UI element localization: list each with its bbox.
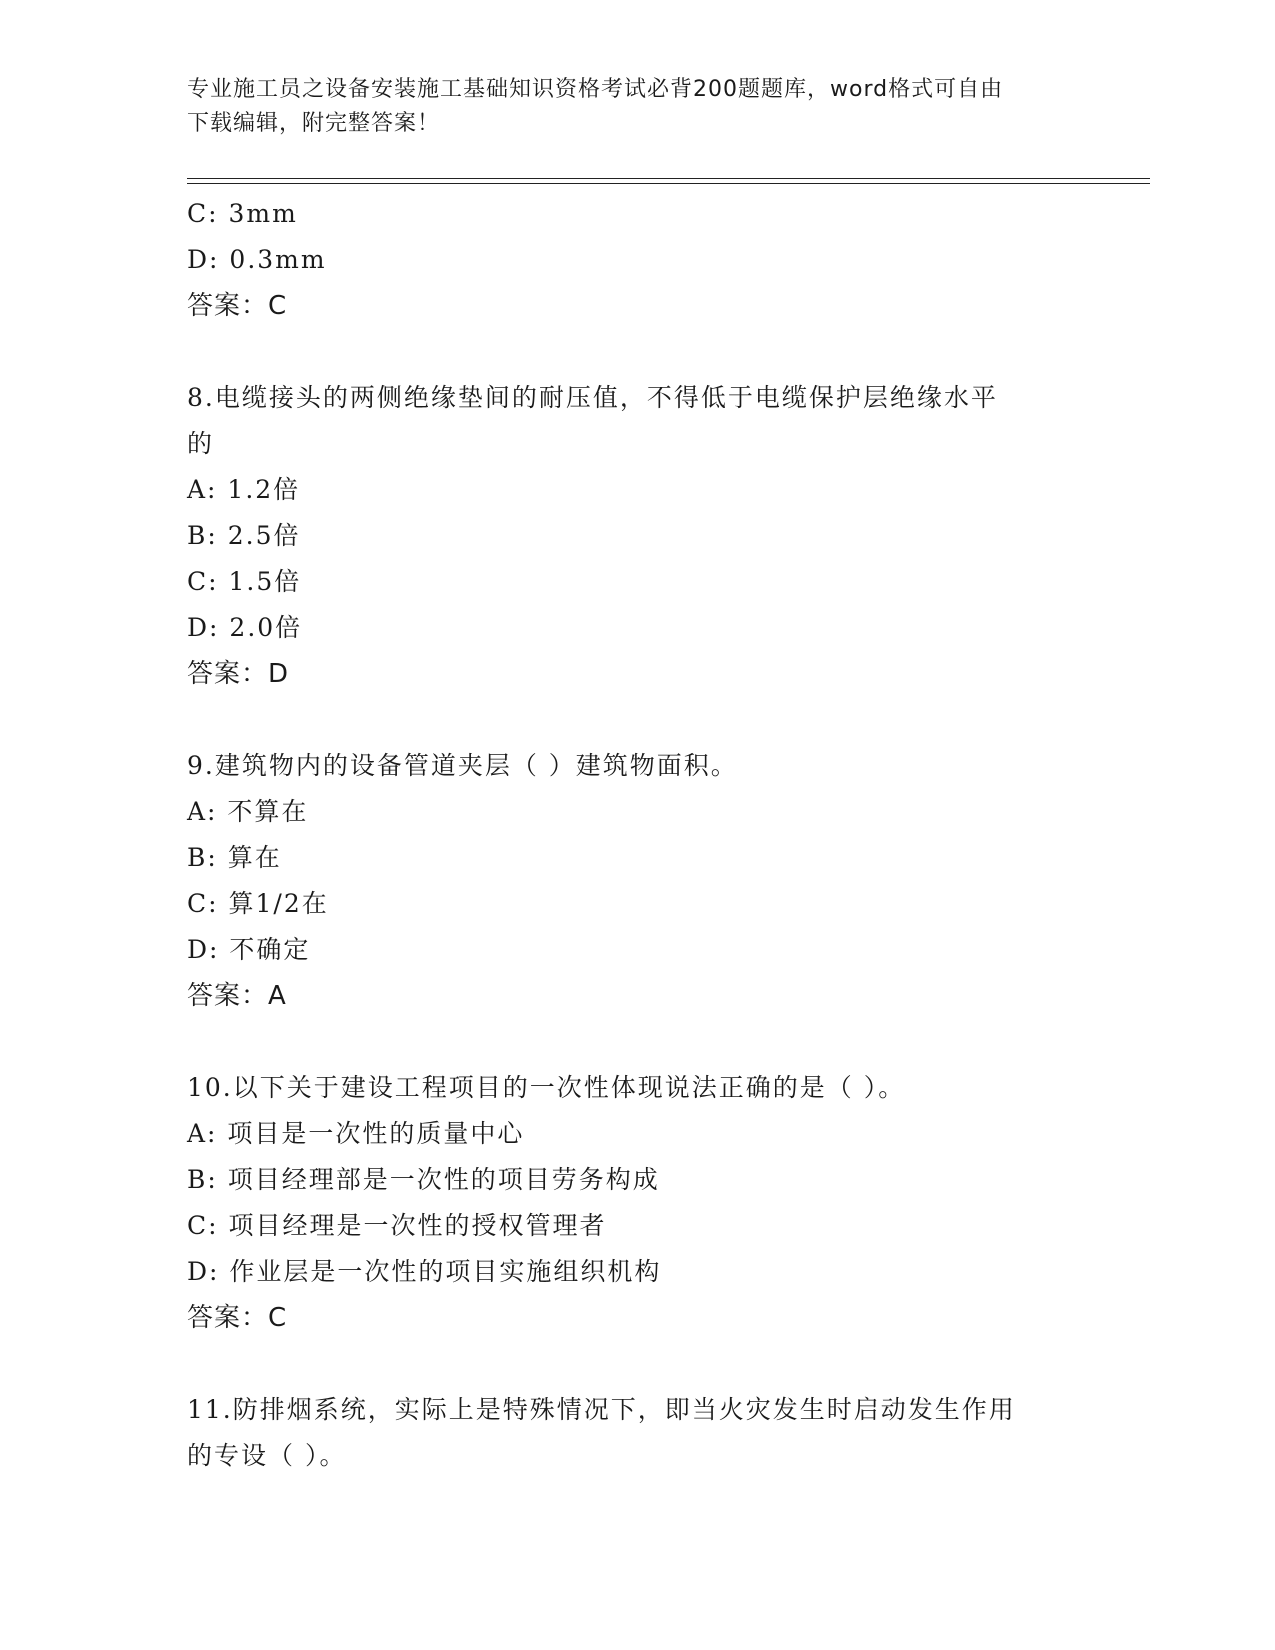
header-title-line-2: 下载编辑，附完整答案！ bbox=[187, 111, 441, 136]
option-b: B: 算在 bbox=[187, 843, 282, 872]
option-c: C: 3mm bbox=[187, 199, 298, 228]
option-c: C: 项目经理是一次性的授权管理者 bbox=[187, 1211, 607, 1240]
option-d: D: 作业层是一次性的项目实施组织机构 bbox=[187, 1257, 662, 1286]
option-d: D: 2.0倍 bbox=[187, 613, 303, 642]
question-stem-continued: 的专设（ ）。 bbox=[187, 1441, 347, 1470]
question-stem: 8.电缆接头的两侧绝缘垫间的耐压值，不得低于电缆保护层绝缘水平 bbox=[187, 383, 998, 412]
question-8 bbox=[187, 375, 1087, 697]
option-b: B: 项目经理部是一次性的项目劳务构成 bbox=[187, 1165, 660, 1194]
answer-line: 答案：C bbox=[187, 291, 288, 321]
question-11 bbox=[187, 1387, 1087, 1479]
option-d: D: 不确定 bbox=[187, 935, 311, 964]
option-d: D: 0.3mm bbox=[187, 245, 327, 274]
question-9 bbox=[187, 743, 1087, 1019]
question-list bbox=[187, 191, 1087, 1479]
question-7-tail bbox=[187, 191, 1087, 329]
header-title-line-1: 专业施工员之设备安装施工基础知识资格考试必背200题题库，word格式可自由 bbox=[187, 77, 1004, 102]
option-b: B: 2.5倍 bbox=[187, 521, 301, 550]
question-stem: 10.以下关于建设工程项目的一次性体现说法正确的是（ ）。 bbox=[187, 1073, 906, 1102]
answer-line: 答案：C bbox=[187, 1303, 288, 1333]
option-a: A: 项目是一次性的质量中心 bbox=[187, 1119, 525, 1148]
document-header bbox=[187, 73, 1067, 141]
header-divider-top bbox=[187, 178, 1150, 179]
option-c: C: 1.5倍 bbox=[187, 567, 302, 596]
spacer bbox=[187, 1341, 1087, 1387]
spacer bbox=[187, 329, 1087, 375]
question-stem: 11.防排烟系统，实际上是特殊情况下，即当火灾发生时启动发生作用 bbox=[187, 1395, 1016, 1424]
header-divider-bottom bbox=[187, 183, 1150, 184]
option-a: A: 不算在 bbox=[187, 797, 309, 826]
answer-line: 答案：A bbox=[187, 981, 287, 1011]
answer-line: 答案：D bbox=[187, 659, 290, 689]
question-10 bbox=[187, 1065, 1087, 1341]
option-c: C: 算1/2在 bbox=[187, 889, 329, 918]
spacer bbox=[187, 697, 1087, 743]
spacer bbox=[187, 1019, 1087, 1065]
question-stem-continued: 的 bbox=[187, 429, 215, 458]
question-stem: 9.建筑物内的设备管道夹层（ ）建筑物面积。 bbox=[187, 751, 738, 780]
option-a: A: 1.2倍 bbox=[187, 475, 301, 504]
